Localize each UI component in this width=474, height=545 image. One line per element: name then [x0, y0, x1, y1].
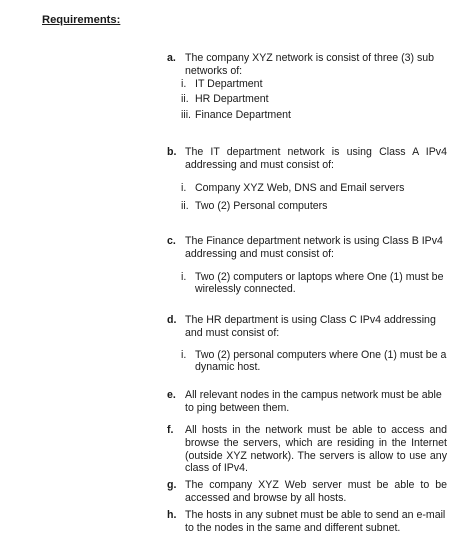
item-letter: h.: [167, 509, 177, 521]
requirement-item-c: [167, 235, 447, 296]
requirement-item-d: [167, 314, 447, 374]
item-letter: g.: [167, 479, 177, 491]
item-text: The IT department network is using Class A IPv4 addressing and must consist of:: [185, 146, 447, 171]
sub-item: [181, 181, 447, 195]
item-text: The Finance department network is using Class B IPv4 addressing and must consist of:: [185, 235, 443, 260]
item-letter: d.: [167, 314, 177, 326]
item-text: All relevant nodes in the campus network must be able to ping between them.: [185, 389, 442, 414]
sub-item-text: HR Department: [195, 93, 269, 106]
item-text: The hosts in any subnet must be able to send an e-mail to the nodes in the same and different subnet.: [185, 509, 446, 534]
item-letter: e.: [167, 389, 176, 401]
sub-item: [181, 200, 447, 213]
requirements-heading: Requirements:: [42, 14, 121, 26]
item-letter: f.: [167, 424, 174, 436]
sub-item-text: IT Department: [195, 77, 263, 90]
sub-item-number: i.: [181, 77, 187, 90]
sub-item-number: iii.: [181, 109, 192, 122]
requirement-item-a: [167, 52, 447, 122]
item-text: The company XYZ network is consist of three (3) sub networks of:: [185, 52, 435, 77]
sub-item-text: Two (2) Personal computers: [195, 200, 328, 213]
sub-item-number: i.: [181, 181, 187, 194]
sub-item: [181, 77, 447, 91]
item-letter: b.: [167, 146, 177, 158]
item-text: All hosts in the network must be able to access and browse the servers, which are residing in the Internet (outside XYZ network). The servers is allow to use any class of IPv4.: [185, 424, 447, 475]
sub-item-number: i.: [181, 270, 187, 283]
sub-item: [181, 109, 447, 122]
sub-item: [181, 348, 447, 375]
requirement-item-b: [167, 146, 447, 213]
sub-item-number: ii.: [181, 93, 189, 106]
sub-item-text: Two (2) personal computers where One (1) must be a dynamic host.: [195, 348, 447, 374]
sub-item-text: Two (2) computers or laptops where One (1) must be wirelessly connected.: [195, 270, 444, 296]
sub-item-text: Company XYZ Web, DNS and Email servers: [195, 181, 405, 194]
sub-item-number: ii.: [181, 200, 189, 213]
sub-item: [181, 270, 447, 297]
item-letter: c.: [167, 235, 176, 247]
requirement-item-e: [167, 389, 447, 415]
item-text: The company XYZ Web server must be able to be accessed and browse by all hosts.: [185, 479, 447, 504]
sub-item-text: Finance Department: [195, 109, 291, 122]
requirement-item-f: [167, 424, 447, 475]
sub-item: [181, 93, 447, 106]
sub-item-number: i.: [181, 348, 187, 361]
item-letter: a.: [167, 52, 176, 64]
item-text: The HR department is using Class C IPv4 addressing and must consist of:: [185, 314, 436, 339]
requirement-item-g: [167, 479, 447, 505]
requirement-item-h: [167, 509, 447, 535]
